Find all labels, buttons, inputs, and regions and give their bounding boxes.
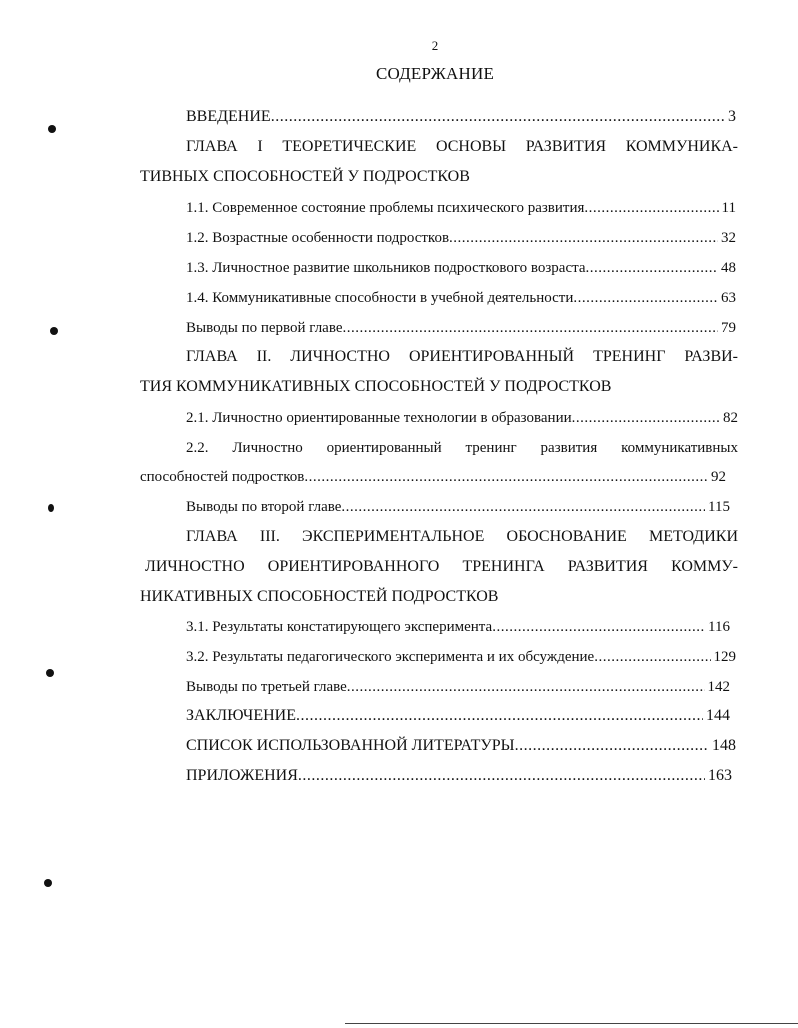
toc-entry-ch3-summary xyxy=(186,675,730,699)
dot-leader xyxy=(298,764,705,788)
binder-hole-mark xyxy=(48,504,54,512)
toc-entry-appendices xyxy=(186,764,732,788)
entry-page: 129 xyxy=(713,649,736,665)
entry-title: способностей подростков xyxy=(140,469,305,485)
entry-page: 142 xyxy=(707,679,730,695)
entry-title: 1.3. Личностное развитие школьников подросткового возраста xyxy=(186,260,586,276)
toc-entry-conclusion xyxy=(186,704,730,728)
scan-edge-line xyxy=(345,1023,798,1024)
entry-title: Выводы по третьей главе xyxy=(186,679,347,695)
dot-leader xyxy=(594,645,710,669)
dot-leader xyxy=(573,286,718,310)
entry-page: 63 xyxy=(721,290,736,306)
dot-leader xyxy=(271,105,725,129)
binder-hole-mark xyxy=(50,327,58,335)
chapter-2-heading-line-1: ГЛАВА II. ЛИЧНОСТНО ОРИЕНТИРОВАННЫЙ ТРЕНИНГ РАЗВИ- xyxy=(186,348,738,365)
entry-title: Выводы по второй главе xyxy=(186,499,342,515)
entry-title: 2.1. Личностно ориентированные технологии в образовании xyxy=(186,410,572,426)
chapter-3-heading-line-2: ЛИЧНОСТНО ОРИЕНТИРОВАННОГО ТРЕНИНГА РАЗВИТИЯ КОММУ- xyxy=(145,558,738,575)
toc-entry-1-4 xyxy=(186,286,736,310)
entry-page: 115 xyxy=(708,499,730,515)
toc-entry-2-2 xyxy=(140,465,726,489)
entry-title: 1.4. Коммуникативные способности в учебной деятельности xyxy=(186,290,574,306)
toc-entry-2-1 xyxy=(186,406,738,430)
toc-entry-3-2 xyxy=(186,645,736,669)
entry-title: СПИСОК ИСПОЛЬЗОВАННОЙ ЛИТЕРАТУРЫ xyxy=(186,737,515,754)
entry-page: 92 xyxy=(711,469,726,485)
toc-entry-1-1 xyxy=(186,196,736,220)
entry-page: 148 xyxy=(712,737,736,754)
entry-title: 1.2. Возрастные особенности подростков xyxy=(186,230,450,246)
page-title: СОДЕРЖАНИЕ xyxy=(375,64,495,83)
dot-leader xyxy=(586,256,719,280)
binder-hole-mark xyxy=(46,669,54,677)
toc-entry-introduction xyxy=(186,105,736,129)
entry-title: 1.1. Современное состояние проблемы психического развития xyxy=(186,200,585,216)
entry-page: 11 xyxy=(721,200,736,216)
page-number: 2 xyxy=(431,38,439,53)
entry-title: ВВЕДЕНИЕ xyxy=(186,108,271,125)
entry-title: Выводы по первой главе xyxy=(186,320,343,336)
entry-title: 3.2. Результаты педагогического эксперимента и их обсуждение xyxy=(186,649,595,665)
dot-leader xyxy=(343,316,719,340)
entry-title: 3.1. Результаты констатирующего эксперимента xyxy=(186,619,493,635)
dot-leader xyxy=(584,196,718,220)
chapter-2-heading-line-2: ТИЯ КОММУНИКАТИВНЫХ СПОСОБНОСТЕЙ У ПОДРОСТКОВ xyxy=(140,378,612,395)
entry-page: 48 xyxy=(721,260,736,276)
entry-page: 116 xyxy=(708,619,730,635)
entry-title: ЗАКЛЮЧЕНИЕ xyxy=(186,707,296,724)
chapter-3-heading-line-3: НИКАТИВНЫХ СПОСОБНОСТЕЙ ПОДРОСТКОВ xyxy=(140,588,499,605)
dot-leader xyxy=(296,704,703,728)
entry-page: 32 xyxy=(721,230,736,246)
toc-entry-1-2 xyxy=(186,226,736,250)
dot-leader xyxy=(304,465,708,489)
dot-leader xyxy=(347,675,705,699)
chapter-1-heading-line-1: ГЛАВА I ТЕОРЕТИЧЕСКИЕ ОСНОВЫ РАЗВИТИЯ КОММУНИКА- xyxy=(186,138,738,155)
toc-entry-ch2-summary xyxy=(186,495,730,519)
dot-leader xyxy=(572,406,720,430)
chapter-1-heading-line-2: ТИВНЫХ СПОСОБНОСТЕЙ У ПОДРОСТКОВ xyxy=(140,168,470,185)
binder-hole-mark xyxy=(44,879,52,887)
binder-hole-mark xyxy=(48,125,56,133)
toc-entry-ch1-summary xyxy=(186,316,736,340)
toc-entry-1-3 xyxy=(186,256,736,280)
dot-leader xyxy=(515,734,709,758)
chapter-3-heading-line-1: ГЛАВА III. ЭКСПЕРИМЕНТАЛЬНОЕ ОБОСНОВАНИЕ МЕТОДИКИ xyxy=(186,528,738,545)
entry-title: ПРИЛОЖЕНИЯ xyxy=(186,767,298,784)
entry-page: 163 xyxy=(708,767,732,784)
dot-leader xyxy=(449,226,718,250)
toc-entry-references xyxy=(186,734,736,758)
dot-leader xyxy=(341,495,705,519)
dot-leader xyxy=(492,615,705,639)
toc-entry-3-1 xyxy=(186,615,730,639)
toc-entry-2-2-line-1: 2.2. Личностно ориентированный тренинг развития коммуникативных xyxy=(186,440,738,456)
entry-page: 82 xyxy=(723,410,738,426)
entry-page: 144 xyxy=(706,707,730,724)
entry-page: 3 xyxy=(728,108,736,125)
entry-page: 79 xyxy=(721,320,736,336)
